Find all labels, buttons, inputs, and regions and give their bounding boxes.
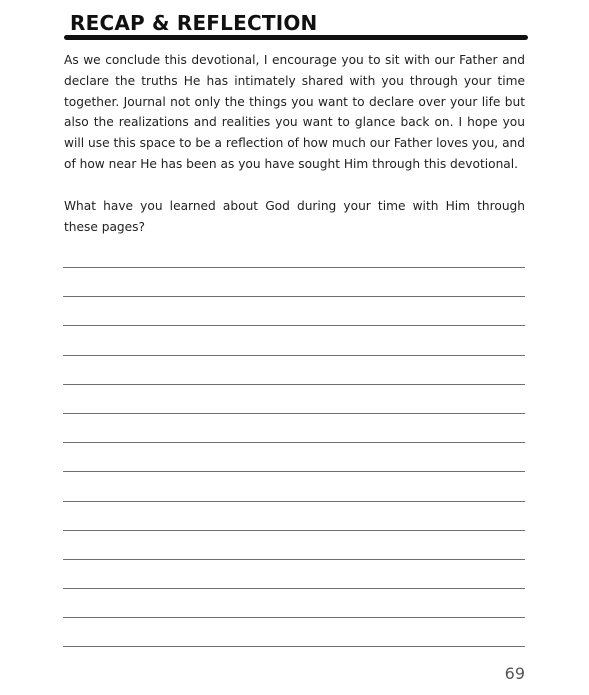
journal-writing-line[interactable] [63, 267, 525, 268]
journal-writing-line[interactable] [63, 617, 525, 618]
journal-writing-line[interactable] [63, 384, 525, 385]
reflection-question: What have you learned about God during your time with Him through these pages? [64, 199, 525, 234]
journal-writing-line[interactable] [63, 530, 525, 531]
journal-writing-line[interactable] [63, 559, 525, 560]
page-title: RECAP & REFLECTION [70, 11, 318, 35]
journal-writing-line[interactable] [63, 413, 525, 414]
journal-writing-line[interactable] [63, 646, 525, 647]
journal-lines [63, 267, 525, 676]
intro-paragraph: As we conclude this devotional, I encourage you to sit with our Father and declare the truths He has intimately shared with you through your time together. Journal not only the things you want to declare over your life but also the realizations and realities you want to glance back on. I hope you will use this space to be a reflection of how much our Father loves you, and of how near He has been as you have sought Him through this devotional. [64, 53, 525, 171]
journal-writing-line[interactable] [63, 355, 525, 356]
page-number: 69 [504, 664, 525, 683]
journal-writing-line[interactable] [63, 442, 525, 443]
journal-writing-line[interactable] [63, 471, 525, 472]
journal-writing-line[interactable] [63, 325, 525, 326]
journal-writing-line[interactable] [63, 296, 525, 297]
journal-writing-line[interactable] [63, 501, 525, 502]
title-underline [64, 35, 528, 40]
journal-writing-line[interactable] [63, 588, 525, 589]
